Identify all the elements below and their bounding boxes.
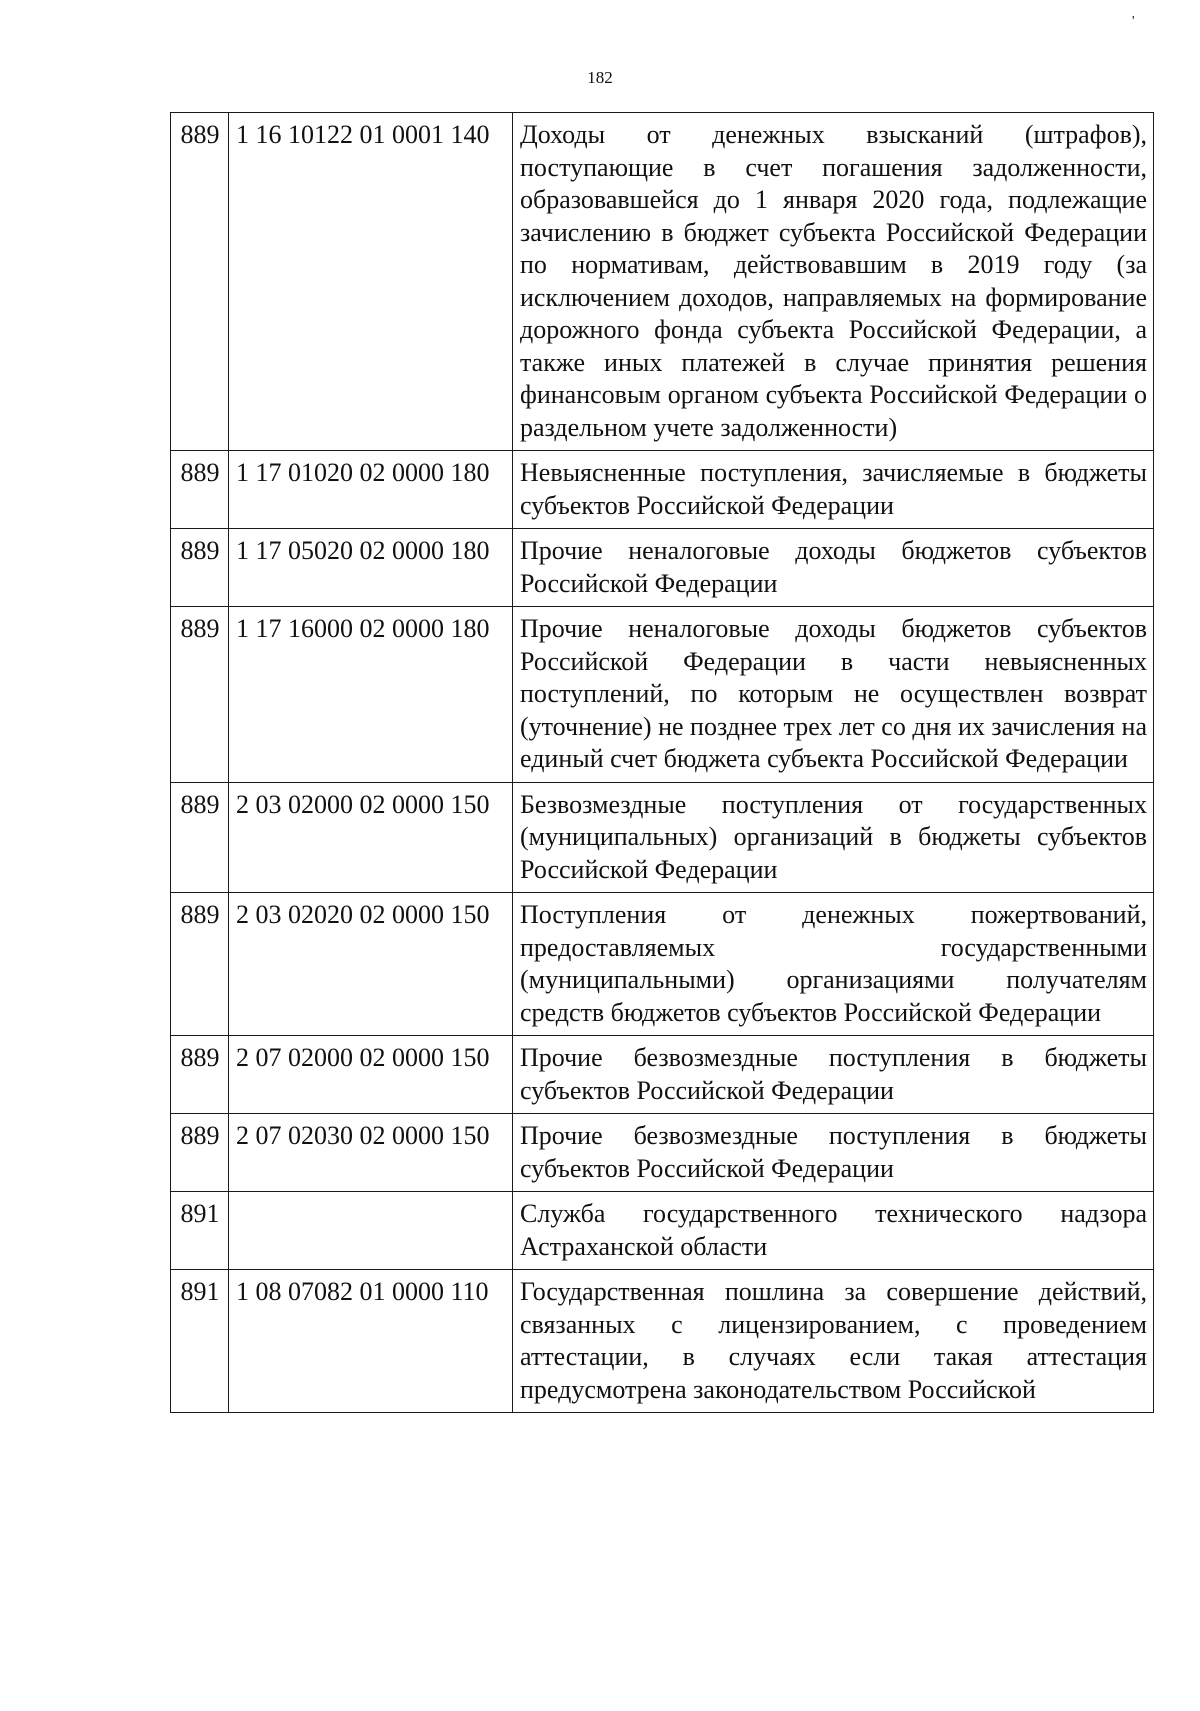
income-name-cell: Служба государственного технического надзора Астраханской области: [513, 1192, 1154, 1270]
admin-code-cell: 889: [171, 782, 229, 893]
budget-code-cell: 2 03 02000 02 0000 150: [229, 782, 513, 893]
admin-code-cell: 889: [171, 451, 229, 529]
corner-mark: ': [1132, 14, 1135, 29]
admin-code-cell: 889: [171, 529, 229, 607]
budget-code-cell: 2 03 02020 02 0000 150: [229, 893, 513, 1036]
table-row: [171, 529, 1154, 607]
income-name-cell: Прочие неналоговые доходы бюджетов субъектов Российской Федерации в части невыясненных поступлений, по которым не осуществлен возврат (уточнение) не позднее трех лет со дня их зачисления на единый счет бюджета субъекта Российской Федерации: [513, 607, 1154, 783]
income-name-cell: Прочие безвозмездные поступления в бюджеты субъектов Российской Федерации: [513, 1036, 1154, 1114]
income-name-cell: Доходы от денежных взысканий (штрафов), поступающие в счет погашения задолженности, образовавшейся до 1 января 2020 года, подлежащие зачислению в бюджет субъекта Российской Федерации по нормативам, действовавшим в 2019 году (за исключением доходов, направляемых на формирование дорожного фонда субъекта Российской Федерации, а также иных платежей в случае принятия решения финансовым органом субъекта Российской Федерации о раздельном учете задолженности): [513, 113, 1154, 451]
budget-code-cell: 1 17 16000 02 0000 180: [229, 607, 513, 783]
table-row: [171, 607, 1154, 783]
budget-code-cell: 1 08 07082 01 0000 110: [229, 1270, 513, 1413]
income-name-cell: Прочие неналоговые доходы бюджетов субъектов Российской Федерации: [513, 529, 1154, 607]
admin-code-cell: 889: [171, 1036, 229, 1114]
income-name-cell: Прочие безвозмездные поступления в бюджеты субъектов Российской Федерации: [513, 1114, 1154, 1192]
page-number: 182: [587, 68, 613, 87]
budget-code-cell: 1 17 05020 02 0000 180: [229, 529, 513, 607]
table-row: [171, 893, 1154, 1036]
budget-code-cell: 2 07 02000 02 0000 150: [229, 1036, 513, 1114]
income-name-cell: Безвозмездные поступления от государственных (муниципальных) организаций в бюджеты субъектов Российской Федерации: [513, 782, 1154, 893]
income-codes-table: [170, 112, 1154, 1413]
admin-code-cell: 889: [171, 113, 229, 451]
income-name-cell: Невыясненные поступления, зачисляемые в бюджеты субъектов Российской Федерации: [513, 451, 1154, 529]
table-row: [171, 113, 1154, 451]
budget-code-cell: 1 17 01020 02 0000 180: [229, 451, 513, 529]
income-name-cell: Поступления от денежных пожертвований, предоставляемых государственными (муниципальными) организациями получателям средств бюджетов субъектов Российской Федерации: [513, 893, 1154, 1036]
admin-code-cell: 891: [171, 1192, 229, 1270]
admin-code-cell: 889: [171, 1114, 229, 1192]
admin-code-cell: 889: [171, 607, 229, 783]
budget-code-cell: 1 16 10122 01 0001 140: [229, 113, 513, 451]
admin-code-cell: 891: [171, 1270, 229, 1413]
budget-code-cell: 2 07 02030 02 0000 150: [229, 1114, 513, 1192]
admin-code-cell: 889: [171, 893, 229, 1036]
budget-code-cell: [229, 1192, 513, 1270]
income-name-cell: Государственная пошлина за совершение действий, связанных с лицензированием, с проведением аттестации, в случаях если такая аттестация предусмотрена законодательством Российской: [513, 1270, 1154, 1413]
table-row: [171, 782, 1154, 893]
table-row: [171, 1036, 1154, 1114]
table-row: [171, 451, 1154, 529]
table-row: [171, 1192, 1154, 1270]
table-row: [171, 1114, 1154, 1192]
table-row: [171, 1270, 1154, 1413]
